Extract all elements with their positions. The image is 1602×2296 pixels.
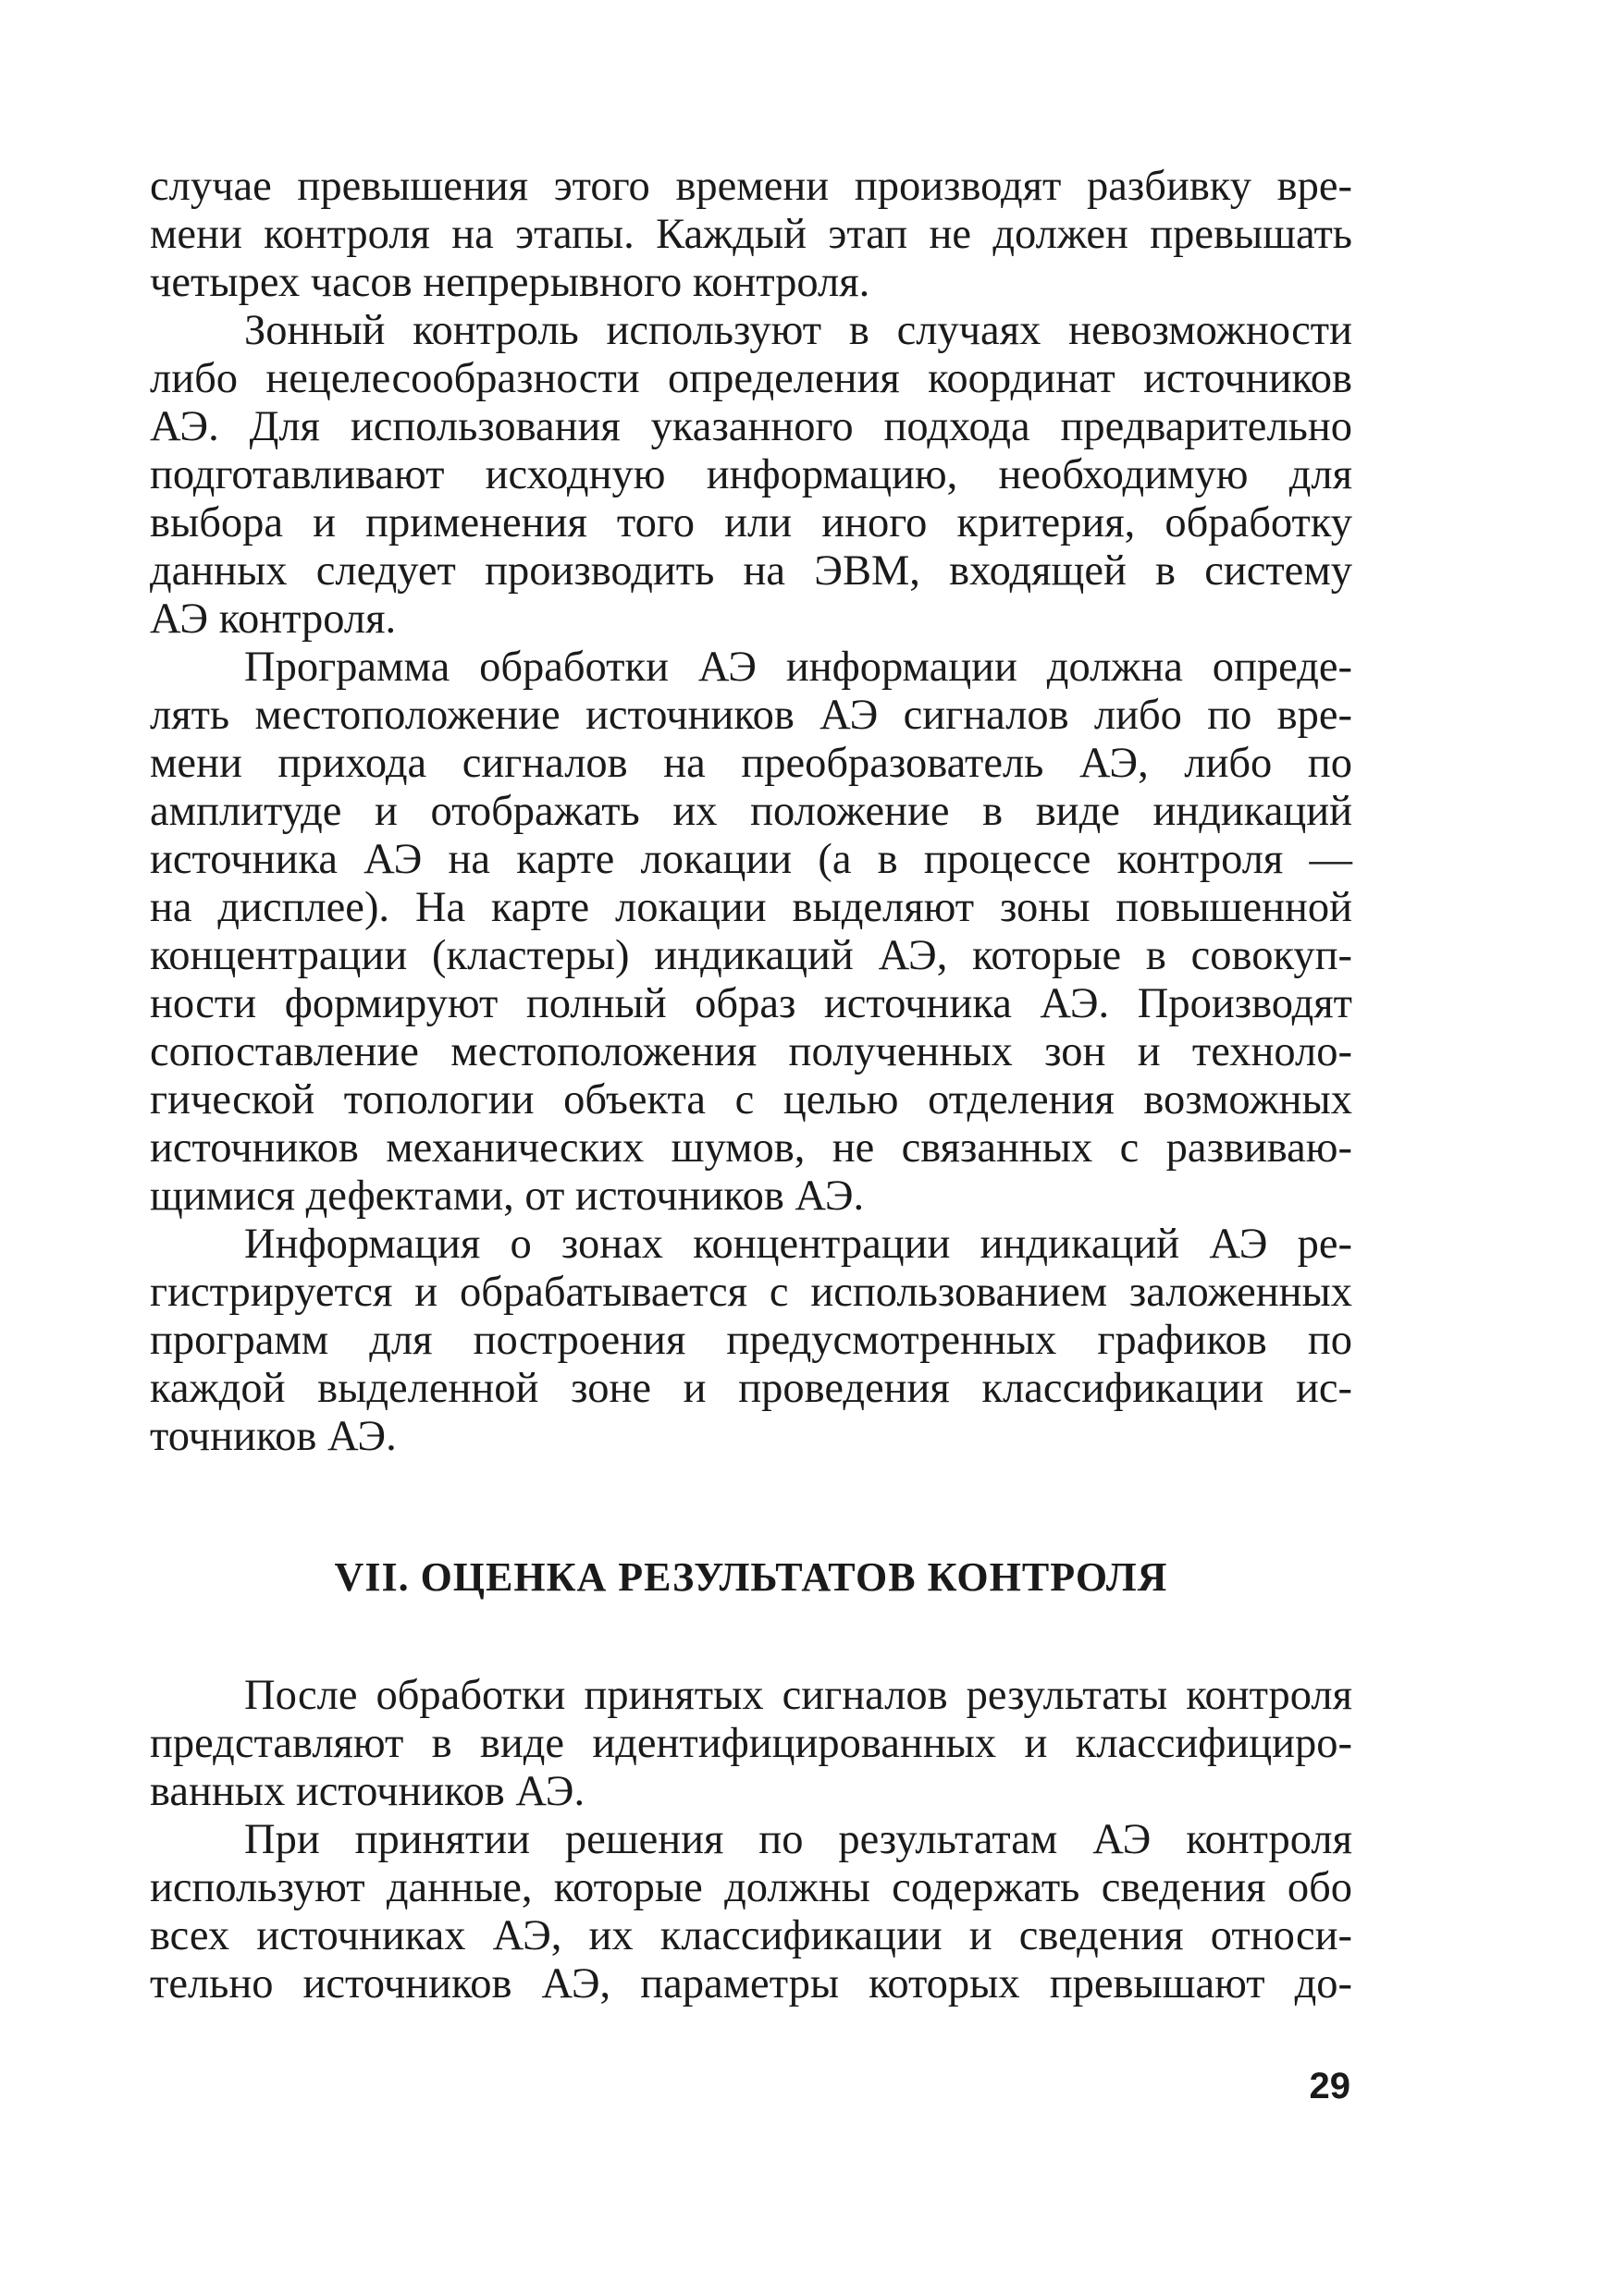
text-line: на дисплее). На карте локации выделяют зоны повышенной [150,884,1352,931]
text-line: данных следует производить на ЭВМ, входящей в систему [150,547,1352,595]
text-line: всех источниках АЭ, их классификации и сведения относи- [150,1912,1352,1959]
text-line: мени прихода сигналов на преобразователь АЭ, либо по [150,740,1352,787]
paragraph [150,644,1352,1221]
text-line: АЭ. Для использования указанного подхода предварительно [150,403,1352,450]
text-line: Информация о зонах концентрации индикаций АЭ ре- [244,1221,1352,1268]
text-line: концентрации (кластеры) индикаций АЭ, которые в совокуп- [150,932,1352,979]
text-line: При принятии решения по результатам АЭ контроля [244,1816,1352,1863]
text-line: мени контроля на этапы. Каждый этап не должен превышать [150,211,1352,258]
text-line: сопоставление местоположения полученных зон и техноло- [150,1028,1352,1075]
paragraph [150,1672,1352,1816]
text-line: гической топологии объекта с целью отделения возможных [150,1076,1352,1123]
text-line: представляют в виде идентифицированных и классифициро- [150,1720,1352,1767]
text-line: либо нецелесообразности определения координат источников [150,355,1352,402]
text-line: гистрируется и обрабатывается с использованием заложенных [150,1269,1352,1316]
text-line: щимися дефектами, от источников АЭ. [150,1173,865,1220]
text-line: четырех часов непрерывного контроля. [150,259,870,306]
text-line: источника АЭ на карте локации (а в процессе контроля — [150,836,1352,883]
body-text-bottom [150,1672,1352,2008]
text-line: тельно источников АЭ, параметры которых превышают до- [150,1960,1352,2007]
text-line: подготавливают исходную информацию, необходимую для [150,451,1352,498]
text-line: Программа обработки АЭ информации должна опреде- [244,644,1352,691]
text-line: После обработки принятых сигналов результаты контроля [244,1672,1352,1719]
paragraph [150,163,1352,307]
paragraph [150,1221,1352,1461]
text-line: амплитуде и отображать их положение в виде индикаций [150,788,1352,835]
text-line: случае превышения этого времени производят разбивку вре- [150,163,1352,210]
text-line: источников механических шумов, не связанных с развиваю- [150,1124,1352,1172]
text-line: выбора и применения того или иного критерия, обработку [150,499,1352,546]
paragraph [150,307,1352,644]
page-number: 29 [1309,2066,1350,2106]
text-line: каждой выделенной зоне и проведения классификации ис- [150,1365,1352,1412]
body-text-top [150,163,1352,1461]
text-line: ности формируют полный образ источника АЭ. Производят [150,980,1352,1027]
text-line: АЭ контроля. [150,595,397,643]
text-line: ванных источников АЭ. [150,1768,585,1815]
text-line: Зонный контроль используют в случаях невозможности [244,307,1352,354]
section-heading: VII. ОЦЕНКА РЕЗУЛЬТАТОВ КОНТРОЛЯ [334,1554,1168,1600]
text-line: лять местоположение источников АЭ сигналов либо по вре- [150,692,1352,739]
text-line: программ для построения предусмотренных графиков по [150,1317,1352,1364]
text-line: точников АЭ. [150,1413,397,1460]
paragraph [150,1816,1352,2008]
text-line: используют данные, которые должны содержать сведения обо [150,1864,1352,1911]
